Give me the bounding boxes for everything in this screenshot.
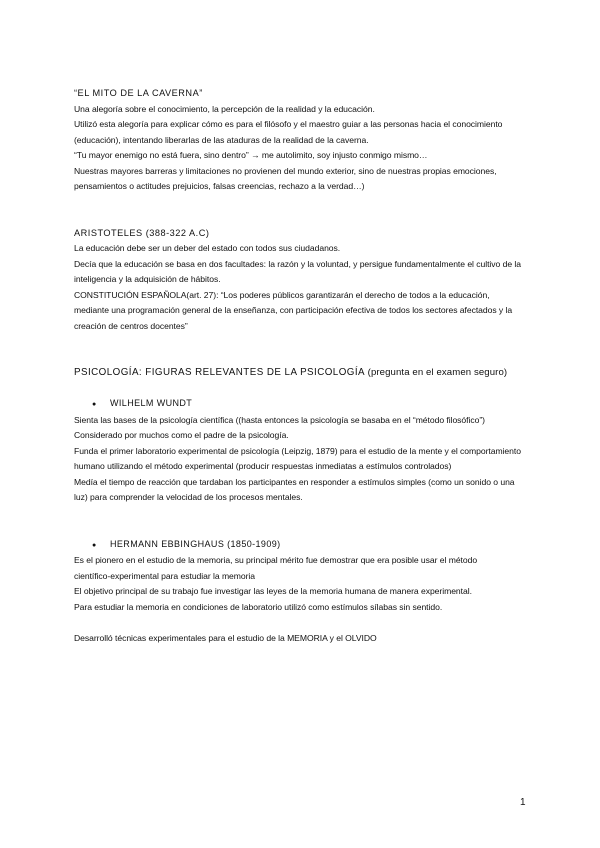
paragraph-line: Una alegoría sobre el conocimiento, la percepción de la realidad y la educación. (74, 103, 375, 114)
paragraph-line: Decía que la educación se basa en dos facultades: la razón y la voluntad, y persigue fundamentalmente el cultivo de la (74, 258, 521, 269)
section-title-mito-caverna: “EL MITO DE LA CAVERNA” (74, 88, 203, 98)
paragraph-line: pensamientos o actitudes prejuicios, falsas creencias, rechazo a la verdad…) (74, 181, 365, 191)
paragraph-line: inteligencia y la adquisición de hábitos. (74, 274, 221, 284)
blank-line (74, 195, 554, 211)
section-wundt-body (74, 413, 554, 506)
bullet-dot-icon: ● (92, 401, 97, 408)
section-mito-caverna-body (74, 102, 554, 195)
section-title-text: PSICOLOGÍA: FIGURAS RELEVANTES DE LA PSICOLOGÍA (74, 367, 365, 378)
page-number: 1 (520, 797, 526, 808)
blank-line (74, 521, 554, 537)
paragraph-line: Es el pionero en el estudio de la memoria, su principal mérito fue demostrar que era posible usar el método (74, 555, 478, 565)
paragraph-line: CONSTITUCIÓN ESPAÑOLA(art. 27): “Los poderes públicos garantizarán el derecho de todos a la educación, (74, 289, 490, 300)
blank-line (74, 350, 554, 366)
paragraph-line: Funda el primer laboratorio experimental de psicología (Leipzig, 1879) para el estudio de la mente y el comportamiento (74, 445, 521, 456)
paragraph-line: luz) para comprender la velocidad de los procesos mentales. (74, 492, 303, 502)
paragraph-line: Nuestras mayores barreras y limitaciones no provienen del mundo exterior, sino de nuestras propias emociones, (74, 165, 497, 176)
paragraph-line: científico-experimental para estudiar la memoria (74, 570, 256, 581)
paragraph-line: Para estudiar la memoria en condiciones de laboratorio utilizó como estímulos sílabas sin sentido. (74, 601, 443, 612)
paragraph-line: (educación), intentando liberarlas de las ataduras de la realidad de la caverna. (74, 134, 369, 145)
blank-line (74, 334, 554, 350)
paragraph-line: El objetivo principal de su trabajo fue investigar las leyes de la memoria humana de manera experimental. (74, 586, 472, 596)
paragraph-line: Sienta las bases de la psicología científica ((hasta entonces la psicología se basaba en el “método filosófico”) (74, 414, 485, 425)
bullet-label: WILHELM WUNDT (110, 398, 193, 408)
section-title-psicologia (74, 365, 554, 381)
paragraph-line: Utilizó esta alegoría para explicar cómo es para el filósofo y el maestro guiar a las personas hacia el conocimiento (74, 119, 503, 129)
paragraph-line-closing: Desarrolló técnicas experimentales para el estudio de la MEMORIA y el OLVIDO (74, 632, 377, 643)
blank-line (74, 210, 554, 226)
section-title-note: (pregunta en el examen seguro) (367, 367, 508, 378)
paragraph-line: humano utilizando el método experimental (producir respuestas inmediatas a estímulos controlados) (74, 461, 452, 471)
paragraph-line: creación de centros docentes” (74, 320, 188, 331)
bullet-wundt (74, 396, 554, 413)
paragraph-line: Medía el tiempo de reacción que tardaban los participantes en responder a estímulos simples (como un sonido o una (74, 476, 515, 487)
blank-line (74, 615, 554, 631)
bullet-ebbinghaus (74, 537, 554, 554)
paragraph-line: “Tu mayor enemigo no está fuera, sino dentro” → me autolimito, soy injusto conmigo mismo… (74, 150, 428, 160)
section-aristoteles-body (74, 241, 554, 334)
section-ebbinghaus-body (74, 553, 554, 646)
blank-line (74, 381, 554, 397)
paragraph-line: La educación debe ser un deber del estado con todos sus ciudadanos. (74, 243, 341, 253)
bullet-dot-icon: ● (92, 541, 97, 549)
bullet-label: HERMANN EBBINGHAUS (1850-1909) (110, 538, 281, 549)
section-title-aristoteles: ARISTOTELES (388-322 A.C) (74, 227, 210, 238)
blank-line (74, 506, 554, 522)
paragraph-line: Considerado por muchos como el padre de la psicología. (74, 430, 289, 440)
document-body (74, 86, 554, 646)
paragraph-line: mediante una programación general de la enseñanza, con participación efectiva de todos los sectores afectados y la (74, 305, 513, 315)
